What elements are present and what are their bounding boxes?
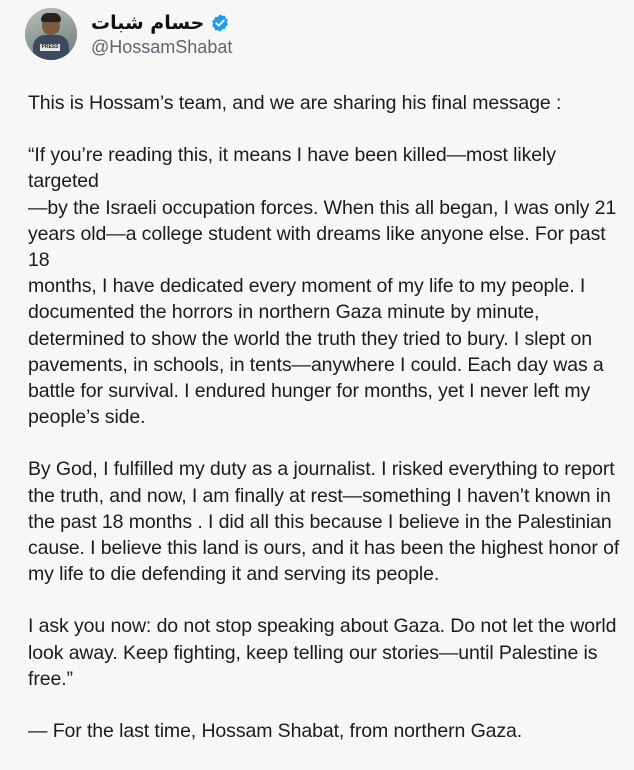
post-paragraph-intro: This is Hossam’s team, and we are sharing his final message : <box>28 92 562 114</box>
post-text <box>28 90 628 770</box>
post-paragraph-message: “If you’re reading this, it means I have been killed—most likely targeted —by the Israeli occupation forces. When this all began, I was only 21 years old—a college student with dreams like anyone else. For past 18 months, I have dedicated every moment of my life to my people. I documented the horrors in northern Gaza minute by minute, determined to show the world the truth they tried to bury. I slept on pavements, in schools, in tents—anywhere I could. Each day was a battle for survival. I endured hunger for months, yet I never left my people’s side. <box>28 144 617 429</box>
post-header <box>25 8 232 60</box>
author-block <box>91 11 232 58</box>
author-display-name[interactable]: حسام شبات <box>91 11 205 34</box>
post-paragraph-duty: By God, I fulfilled my duty as a journalist. I risked everything to report the truth, and now, I am finally at rest—something I haven’t known in the past 18 months . I did all this because I believe in the Palestinian cause. I believe this land is ours, and it has been the highest honor of my life to die defending it and serving its people. <box>28 458 620 586</box>
avatar[interactable] <box>25 8 77 60</box>
verified-badge-icon <box>210 13 230 33</box>
post-paragraph-appeal: I ask you now: do not stop speaking about Gaza. Do not let the world look away. Keep fighting, keep telling our stories—until Palestine is free.” <box>28 615 617 690</box>
press-badge: PRESS <box>41 44 59 50</box>
post-paragraph-signoff: — For the last time, Hossam Shabat, from northern Gaza. <box>28 720 523 743</box>
author-handle[interactable]: @HossamShabat <box>91 36 233 57</box>
